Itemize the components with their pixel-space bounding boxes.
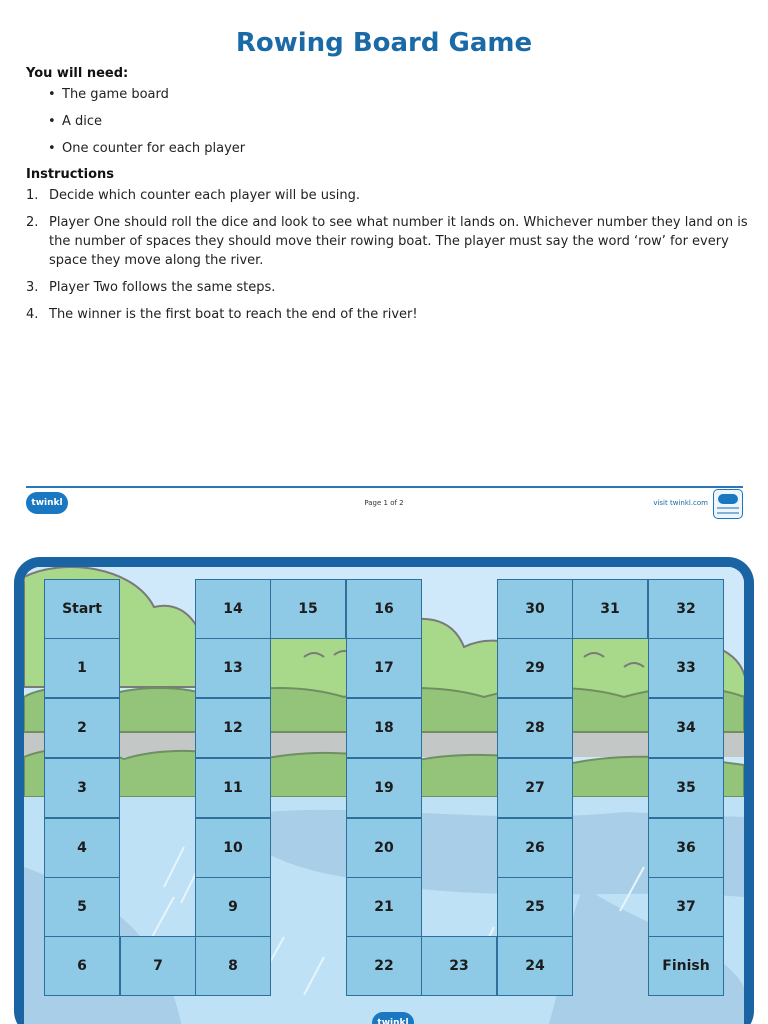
instruction-step [26, 305, 750, 324]
you-will-need-heading: You will need: [26, 66, 129, 81]
board-cell-2[interactable]: 2 [44, 698, 120, 758]
list-item: • A dice [48, 113, 245, 140]
board-cell-20[interactable]: 20 [346, 818, 422, 878]
board-cell-19[interactable]: 19 [346, 758, 422, 818]
instruction-step [26, 213, 750, 270]
step-text: Player One should roll the dice and look to see what number it lands on. Whichever number they land on is the number of spaces they should move their rowing boat. The player must say the word ‘row’ for every space they move along the river. [49, 215, 748, 268]
board-cell-35[interactable]: 35 [648, 758, 724, 818]
board-cell-25[interactable]: 25 [497, 877, 573, 937]
board-cell-29[interactable]: 29 [497, 638, 573, 698]
board-cell-start[interactable]: Start [44, 579, 120, 639]
board-cell-11[interactable]: 11 [195, 758, 271, 818]
board-cell-26[interactable]: 26 [497, 818, 573, 878]
instruction-step [26, 278, 750, 297]
instruction-step [26, 186, 750, 205]
game-board [14, 557, 754, 1024]
twinkl-logo-icon: twinkl [372, 1012, 414, 1024]
board-cell-32[interactable]: 32 [648, 579, 724, 639]
board-cell-24[interactable]: 24 [497, 936, 573, 996]
board-cell-33[interactable]: 33 [648, 638, 724, 698]
board-cell-21[interactable]: 21 [346, 877, 422, 937]
step-number: 3. [26, 280, 39, 295]
board-cell-27[interactable]: 27 [497, 758, 573, 818]
instructions-heading: Instructions [26, 167, 115, 182]
board-cell-5[interactable]: 5 [44, 877, 120, 937]
step-number: 1. [26, 188, 39, 203]
instructions-list [26, 186, 750, 332]
board-cell-1[interactable]: 1 [44, 638, 120, 698]
board-cell-18[interactable]: 18 [346, 698, 422, 758]
step-number: 4. [26, 307, 39, 322]
quality-badge-icon [713, 489, 743, 519]
board-cell-finish[interactable]: Finish [648, 936, 724, 996]
page-number: Page 1 of 2 [364, 499, 404, 507]
board-cell-6[interactable]: 6 [44, 936, 120, 996]
materials-list [48, 86, 245, 167]
board-cell-13[interactable]: 13 [195, 638, 271, 698]
board-cell-3[interactable]: 3 [44, 758, 120, 818]
step-number: 2. [26, 215, 39, 230]
visit-link[interactable]: visit twinkl.com [653, 499, 708, 507]
board-cell-14[interactable]: 14 [195, 579, 271, 639]
board-cell-4[interactable]: 4 [44, 818, 120, 878]
board-cell-17[interactable]: 17 [346, 638, 422, 698]
step-text: Decide which counter each player will be using. [49, 188, 361, 203]
step-text: Player Two follows the same steps. [49, 280, 276, 295]
step-text: The winner is the first boat to reach the end of the river! [49, 307, 418, 322]
board-cell-12[interactable]: 12 [195, 698, 271, 758]
board-cell-36[interactable]: 36 [648, 818, 724, 878]
board-cell-34[interactable]: 34 [648, 698, 724, 758]
list-item: • One counter for each player [48, 140, 245, 167]
board-cell-28[interactable]: 28 [497, 698, 573, 758]
board-cell-30[interactable]: 30 [497, 579, 573, 639]
board-cell-7[interactable]: 7 [120, 936, 196, 996]
list-item: • The game board [48, 86, 245, 113]
footer-divider [26, 486, 743, 488]
page-title: Rowing Board Game [235, 28, 533, 58]
board-cell-10[interactable]: 10 [195, 818, 271, 878]
board-cell-9[interactable]: 9 [195, 877, 271, 937]
board-cell-8[interactable]: 8 [195, 936, 271, 996]
board-cell-31[interactable]: 31 [572, 579, 648, 639]
board-cell-16[interactable]: 16 [346, 579, 422, 639]
twinkl-logo-icon[interactable]: twinkl [26, 492, 68, 514]
board-cell-23[interactable]: 23 [421, 936, 497, 996]
board-surface [24, 567, 744, 1024]
board-cell-22[interactable]: 22 [346, 936, 422, 996]
board-cell-37[interactable]: 37 [648, 877, 724, 937]
board-cell-15[interactable]: 15 [270, 579, 346, 639]
